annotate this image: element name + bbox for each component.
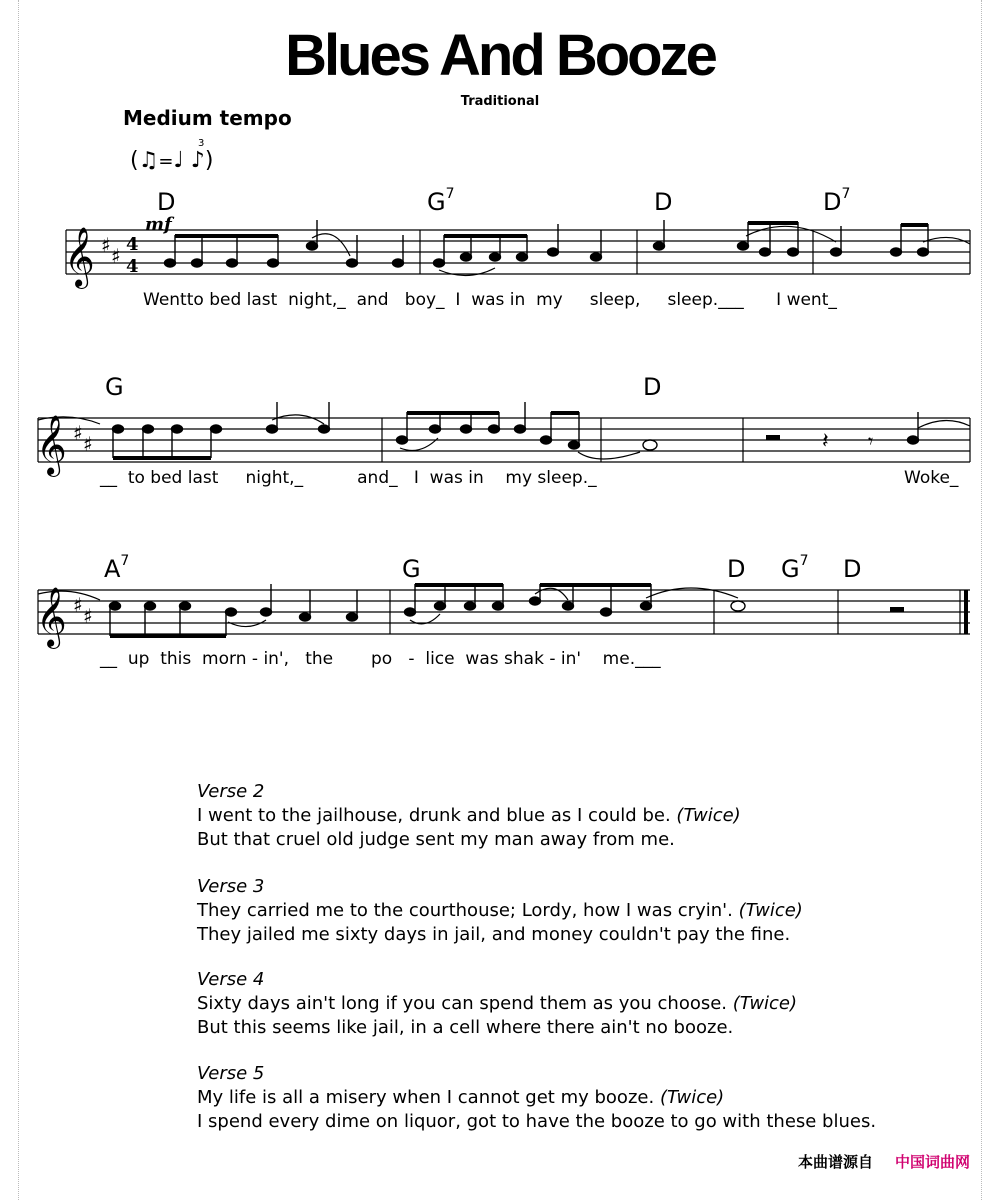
staff-system-3 bbox=[0, 587, 1000, 650]
verse-2 bbox=[197, 780, 741, 852]
verse-heading: Verse 5 bbox=[197, 1063, 265, 1084]
chord-symbol: $G^7$ bbox=[427, 186, 455, 216]
svg-text:♯: ♯ bbox=[111, 244, 121, 268]
verse-5 bbox=[197, 1062, 876, 1134]
tempo-marking: Medium tempo bbox=[123, 106, 292, 130]
verse-3 bbox=[197, 875, 803, 947]
treble-clef-icon: 𝄞 bbox=[64, 227, 95, 287]
svg-text:♯: ♯ bbox=[73, 593, 83, 617]
source-label: 本曲谱源自 bbox=[797, 1153, 873, 1171]
svg-text:♯: ♯ bbox=[83, 604, 93, 628]
verse-line: My life is all a misery when I cannot get my booze. (Twice) bbox=[197, 1087, 725, 1108]
treble-clef-icon: 𝄞 bbox=[36, 415, 67, 475]
verse-line: Sixty days ain't long if you can spend them as you choose. (Twice) bbox=[197, 993, 798, 1014]
swing-feel-marking: (♫=♩ ♪) 3 bbox=[130, 138, 214, 173]
verse-heading: Verse 3 bbox=[197, 876, 265, 897]
verse-4 bbox=[197, 968, 797, 1040]
composer-credit: Traditional bbox=[460, 94, 540, 109]
chord-symbol: G bbox=[402, 555, 421, 583]
song-title: Blues And Booze bbox=[285, 23, 715, 88]
svg-text:♯: ♯ bbox=[83, 432, 93, 456]
chord-symbol: G bbox=[105, 373, 124, 401]
svg-text:𝄾: 𝄾 bbox=[868, 429, 874, 453]
chord-symbol: D bbox=[654, 188, 673, 216]
verse-heading: Verse 4 bbox=[197, 969, 265, 990]
svg-text:♯: ♯ bbox=[73, 421, 83, 445]
source-footer bbox=[798, 1151, 970, 1172]
dynamic-marking: mf bbox=[145, 214, 172, 235]
lyrics-line-3: __ up this morn - in', the po - lice was shak - in' me.___ bbox=[100, 649, 661, 669]
staff-system-1 bbox=[0, 227, 1000, 290]
lyrics-line-2: __ to bed last night,_ and_ I was in my sleep._ bbox=[100, 468, 597, 488]
chord-symbol: D bbox=[727, 555, 746, 583]
verse-line: But that cruel old judge sent my man away from me. bbox=[197, 829, 675, 850]
svg-text:4: 4 bbox=[126, 256, 139, 277]
verse-line: But this seems like jail, in a cell where there ain't no booze. bbox=[197, 1017, 734, 1038]
chord-symbol: D bbox=[643, 373, 662, 401]
verse-line: I went to the jailhouse, drunk and blue as I could be. (Twice) bbox=[197, 805, 741, 826]
verse-line: They jailed me sixty days in jail, and money couldn't pay the fine. bbox=[197, 924, 791, 945]
verse-line: They carried me to the courthouse; Lordy, how I was cryin'. (Twice) bbox=[197, 900, 803, 921]
chord-symbol: $D^7$ bbox=[823, 186, 851, 216]
chord-symbol: D bbox=[157, 188, 176, 216]
lyrics-line-1: Wentto bed last night,_ and boy_ I was in my sleep, sleep.___ I went_ bbox=[143, 290, 837, 310]
lyrics-line-2-end: Woke_ bbox=[904, 468, 959, 488]
site-link[interactable]: 中国词曲网 bbox=[894, 1153, 970, 1171]
chord-symbol: D bbox=[843, 555, 862, 583]
treble-clef-icon: 𝄞 bbox=[36, 587, 67, 647]
svg-text:𝄽: 𝄽 bbox=[822, 429, 829, 454]
svg-text:♯: ♯ bbox=[101, 233, 111, 257]
chord-symbol: $G^7$ bbox=[781, 553, 809, 583]
verse-heading: Verse 2 bbox=[197, 781, 265, 802]
svg-text:4: 4 bbox=[126, 234, 139, 255]
verse-line: I spend every dime on liquor, got to have the booze to go with these blues. bbox=[197, 1111, 877, 1132]
chord-symbol: $A^7$ bbox=[104, 553, 130, 583]
